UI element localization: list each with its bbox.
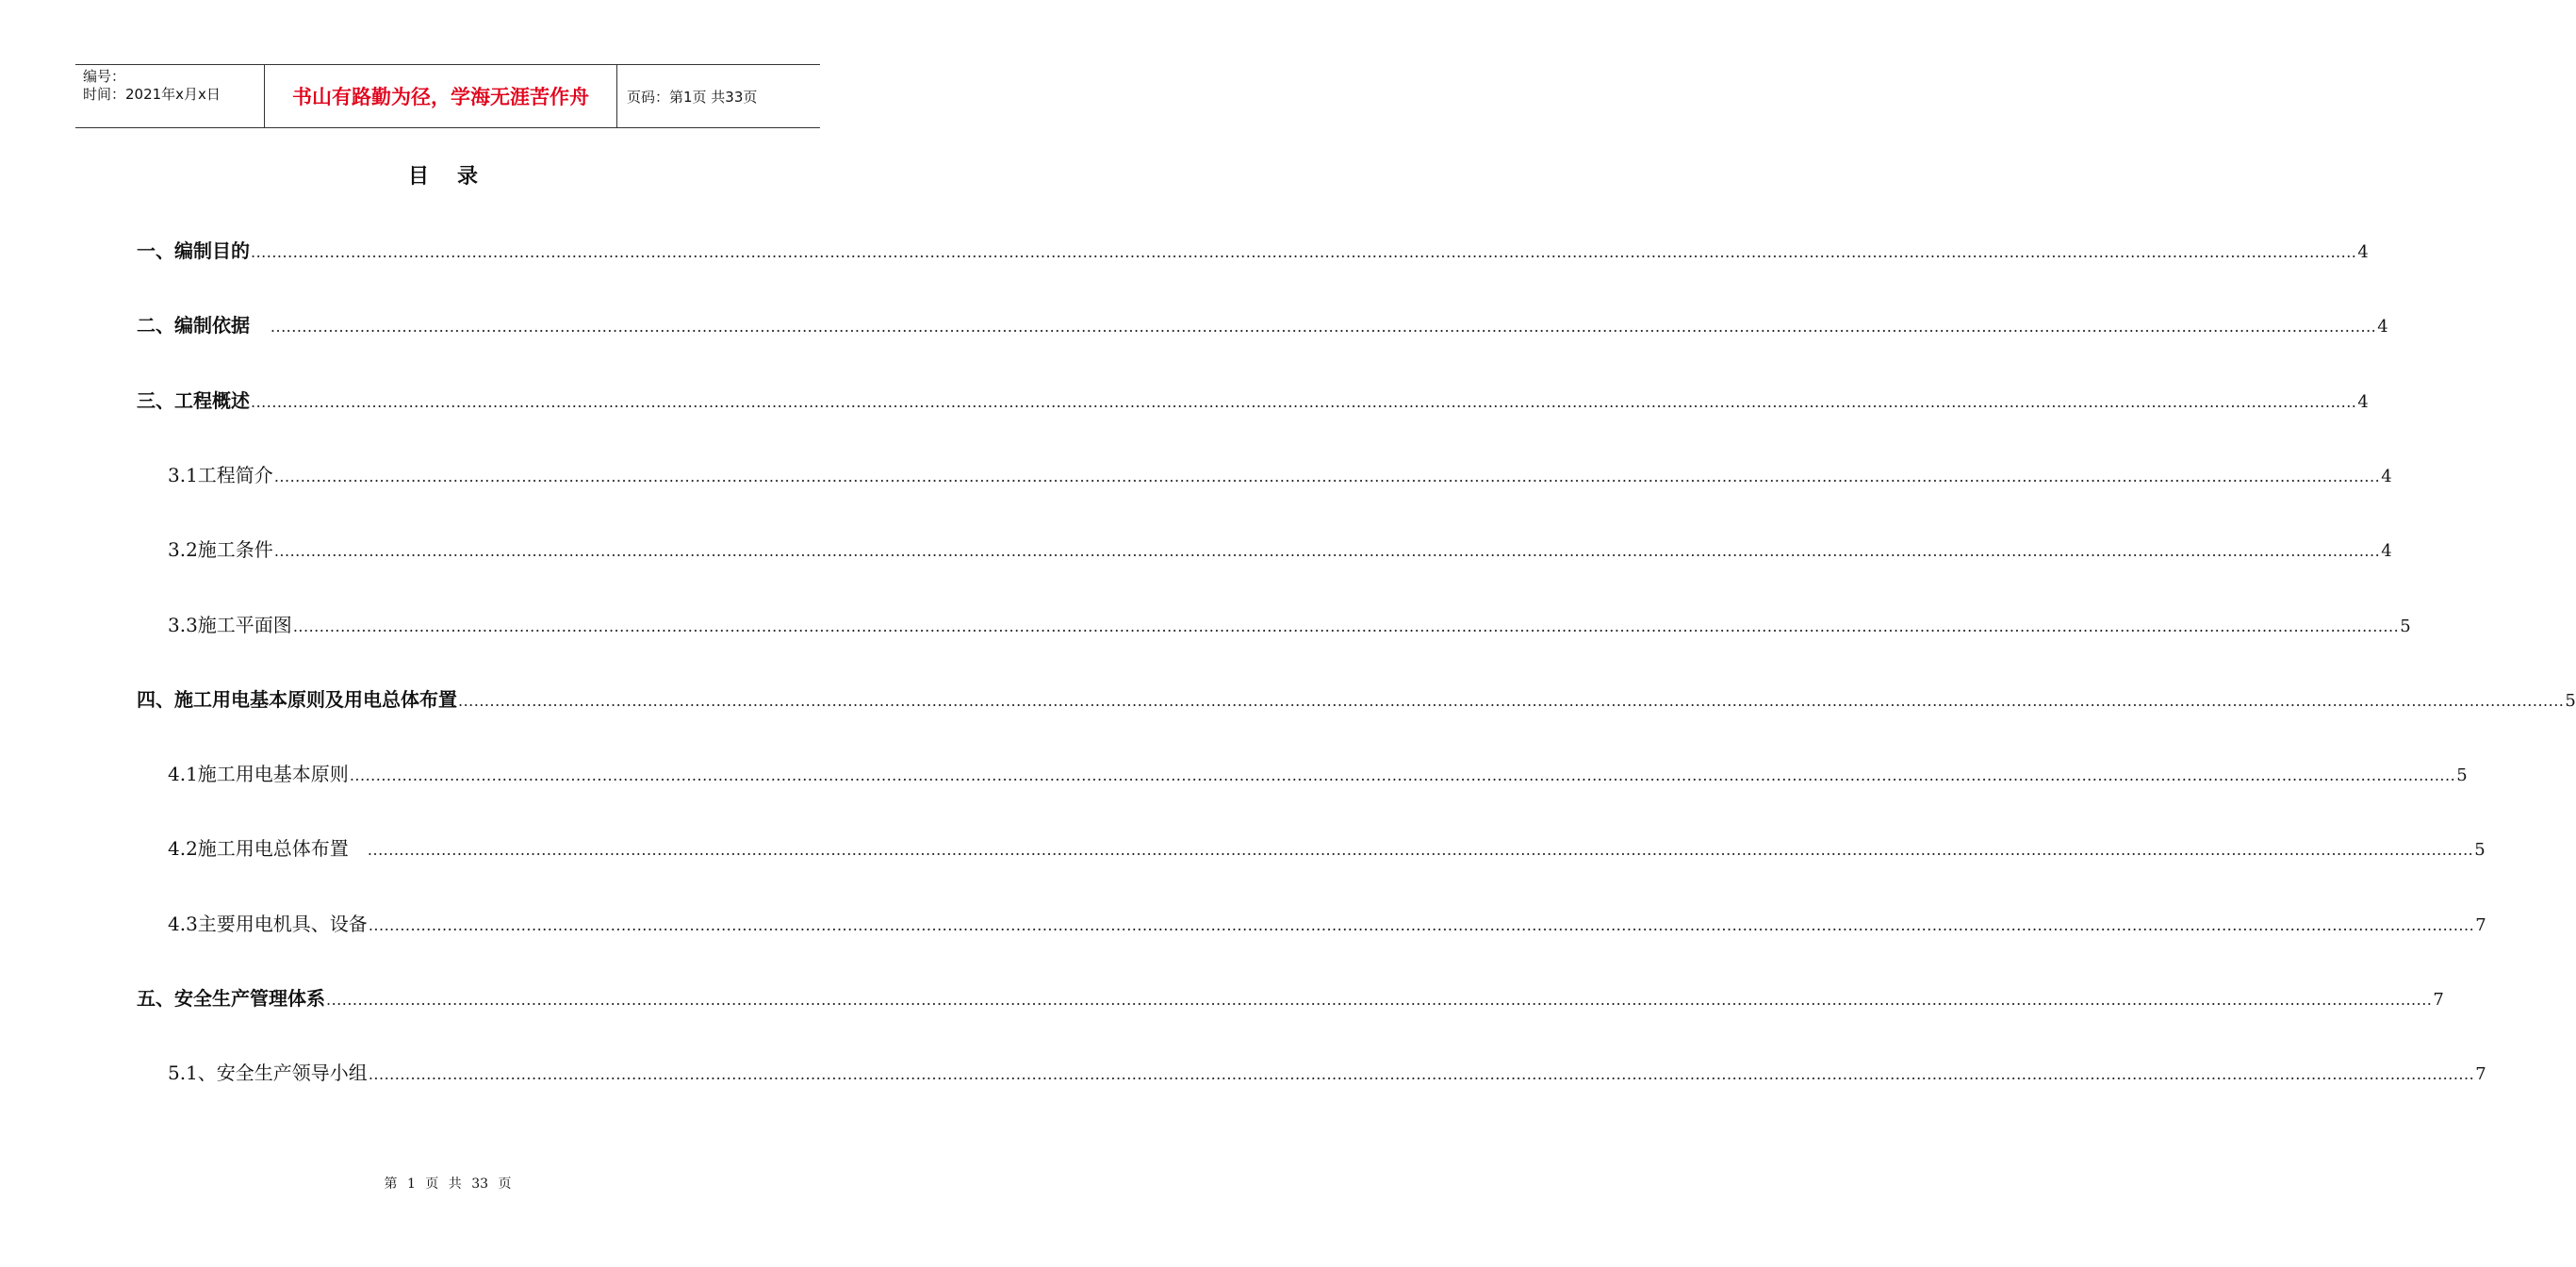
toc-entry[interactable] xyxy=(168,1058,2486,1086)
toc-entry[interactable] xyxy=(168,909,2486,937)
toc-leader-dots: ................................................................................................................................................................................................................................................................................................................................................................................................................ xyxy=(273,542,2381,560)
toc-entry-page: 4 xyxy=(2381,467,2392,486)
toc-entry-page: 4 xyxy=(2381,541,2392,561)
toc-entry-page: 5 xyxy=(2456,765,2468,785)
toc-entry-page: 5 xyxy=(2400,617,2411,636)
toc-entry[interactable] xyxy=(168,460,2392,488)
toc-leader-dots: ................................................................................................................................................................................................................................................................................................................................................................................................................ xyxy=(270,318,2377,336)
toc-leader-dots: ................................................................................................................................................................................................................................................................................................................................................................................................................ xyxy=(251,393,2357,411)
toc-leader-dots: ................................................................................................................................................................................................................................................................................................................................................................................................................ xyxy=(458,692,2565,710)
toc-leader-dots: ................................................................................................................................................................................................................................................................................................................................................................................................................ xyxy=(251,243,2357,261)
toc-entry[interactable] xyxy=(137,983,2444,1012)
page-title: 目录 xyxy=(407,164,506,189)
document-header xyxy=(75,64,820,128)
toc-leader-dots: ................................................................................................................................................................................................................................................................................................................................................................................................................ xyxy=(273,468,2381,485)
header-page-info: 页码：第1页 共33页 xyxy=(627,88,758,106)
header-motto-cell xyxy=(265,65,617,127)
toc-entry[interactable] xyxy=(168,610,2411,638)
toc-entry-label: 3.2施工条件 xyxy=(168,538,273,561)
toc-entry[interactable] xyxy=(137,386,2369,414)
toc-entry-label: 四、施工用电基本原则及用电总体布置 xyxy=(137,688,457,711)
toc-leader-dots: ................................................................................................................................................................................................................................................................................................................................................................................................................ xyxy=(326,991,2433,1009)
toc-entry-label: 二、编制依据 xyxy=(137,314,270,337)
toc-entry-label: 4.3主要用电机具、设备 xyxy=(168,913,368,935)
toc-leader-dots: ................................................................................................................................................................................................................................................................................................................................................................................................................ xyxy=(368,916,2475,934)
toc-leader-dots: ................................................................................................................................................................................................................................................................................................................................................................................................................ xyxy=(292,617,2400,635)
toc-entry-page: 7 xyxy=(2475,1064,2486,1084)
document-time-label: 时间：2021年x月x日 xyxy=(83,86,221,103)
toc-entry[interactable] xyxy=(137,684,2576,713)
toc-entry-label: 3.1工程简介 xyxy=(168,464,273,486)
toc-entry-page: 4 xyxy=(2357,242,2369,262)
toc-entry[interactable] xyxy=(137,310,2388,338)
toc-entry[interactable] xyxy=(168,759,2468,787)
toc-entry-label: 3.3施工平面图 xyxy=(168,614,292,636)
toc-entry-label: 4.1施工用电基本原则 xyxy=(168,763,349,785)
toc-entry-page: 5 xyxy=(2565,691,2576,711)
toc-entry-label: 4.2施工用电总体布置 xyxy=(168,837,367,860)
toc-entry[interactable] xyxy=(168,833,2486,862)
toc-entry-label: 一、编制目的 xyxy=(137,239,250,262)
header-motto: 书山有路勤为径，学海无涯苦作舟 xyxy=(292,86,589,108)
page-footer: 第 1 页 共 33 页 xyxy=(384,1176,512,1192)
toc-leader-dots: ................................................................................................................................................................................................................................................................................................................................................................................................................ xyxy=(368,1065,2475,1083)
toc-entry-page: 4 xyxy=(2357,392,2369,412)
toc-entry[interactable] xyxy=(137,236,2369,264)
toc-entry-page: 4 xyxy=(2377,317,2388,337)
toc-entry-label: 三、工程概述 xyxy=(137,389,250,412)
toc-entry-page: 7 xyxy=(2475,915,2486,935)
header-meta xyxy=(75,65,265,127)
toc-entry-page: 5 xyxy=(2474,840,2486,860)
toc-entry-label: 五、安全生产管理体系 xyxy=(137,987,325,1010)
toc-leader-dots: ................................................................................................................................................................................................................................................................................................................................................................................................................ xyxy=(367,841,2474,859)
toc-entry-page: 7 xyxy=(2433,990,2444,1010)
header-page-cell xyxy=(617,65,820,127)
toc-entry-label: 5.1、安全生产领导小组 xyxy=(168,1061,368,1084)
document-number-label: 编号： xyxy=(83,68,126,85)
toc-entry[interactable] xyxy=(168,535,2392,563)
toc-leader-dots: ................................................................................................................................................................................................................................................................................................................................................................................................................ xyxy=(349,766,2456,784)
